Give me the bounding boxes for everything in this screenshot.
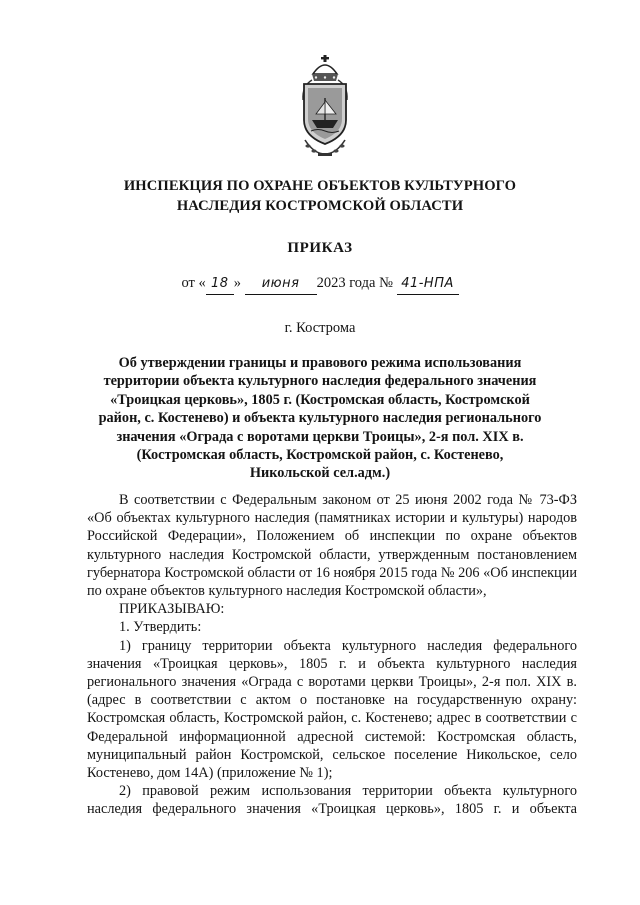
title-line: район, с. Костенево) и объекта культурного наследия регионального xyxy=(98,410,542,427)
sub-item-1-paragraph: 1) границу территории объекта культурного наследия федерального значения «Троицкая церковь», 1805 г. и объекта культурного наследия регионального значения «Ограда с воротами церкви Троицы», 2-я пол. XIX в. (адрес в соответствии с актом о постановке на государственную охрану: Костромская область, Костромской район, с. Костенево; адрес в соответствии с Федеральной информационной адресной системой: Костромская область, муниципальный район Костромской, сельское поселение Никольское, село Костенево, дом 14А) (приложение № 1); xyxy=(87,637,577,782)
date-from-label: от « xyxy=(181,275,206,291)
document-body xyxy=(87,491,577,819)
document-type: ПРИКАЗ xyxy=(287,240,353,256)
document-number: 41-НПА xyxy=(397,274,459,295)
coat-of-arms-emblem xyxy=(296,54,354,158)
date-day: 18 xyxy=(206,274,234,295)
preamble-paragraph: В соответствии с Федеральным законом от 25 июня 2002 года № 73-ФЗ «Об объектах культурного наследия (памятниках истории и культуры) народов Российской Федерации», Положением об инспекции по охране объектов культурного наследия Костромской области, утвержденным постановлением губернатора Костромской области от 16 ноября 2015 года № 206 «Об инспекции по охране объектов культурного наследия Костромской области», xyxy=(87,492,577,600)
date-separator: » xyxy=(233,275,241,291)
item-1: 1. Утвердить: xyxy=(119,619,202,636)
date-number-line xyxy=(60,273,580,295)
document-title xyxy=(96,354,544,483)
title-line: Об утверждении границы и правового режима использования xyxy=(118,355,522,371)
date-month: июня xyxy=(245,274,317,295)
organization-line-2: НАСЛЕДИЯ КОСТРОМСКОЙ ОБЛАСТИ xyxy=(176,198,464,214)
title-line: значения «Ограда с воротами церкви Троицы», 2-я пол. XIX в. xyxy=(116,428,524,445)
date-year-label: 2023 года № xyxy=(316,275,393,291)
order-word: ПРИКАЗЫВАЮ: xyxy=(119,601,225,618)
organization-line-1: ИНСПЕКЦИЯ ПО ОХРАНЕ ОБЪЕКТОВ КУЛЬТУРНОГО xyxy=(123,178,517,194)
title-line: территории объекта культурного наследия федерального значения xyxy=(103,373,537,390)
organization-name xyxy=(60,176,580,216)
sub-item-2-paragraph: 2) правовой режим использования территории объекта культурного наследия федерального значения «Троицкая церковь», 1805 г. и объекта xyxy=(87,783,577,818)
title-line: «Троицкая церковь», 1805 г. (Костромская область, Костромской xyxy=(110,391,530,408)
city-name: г. Кострома xyxy=(284,320,356,336)
title-line: Никольской сел.адм.) xyxy=(249,465,391,482)
title-line: (Костромская область, Костромской район, с. Костенево, xyxy=(136,447,504,464)
